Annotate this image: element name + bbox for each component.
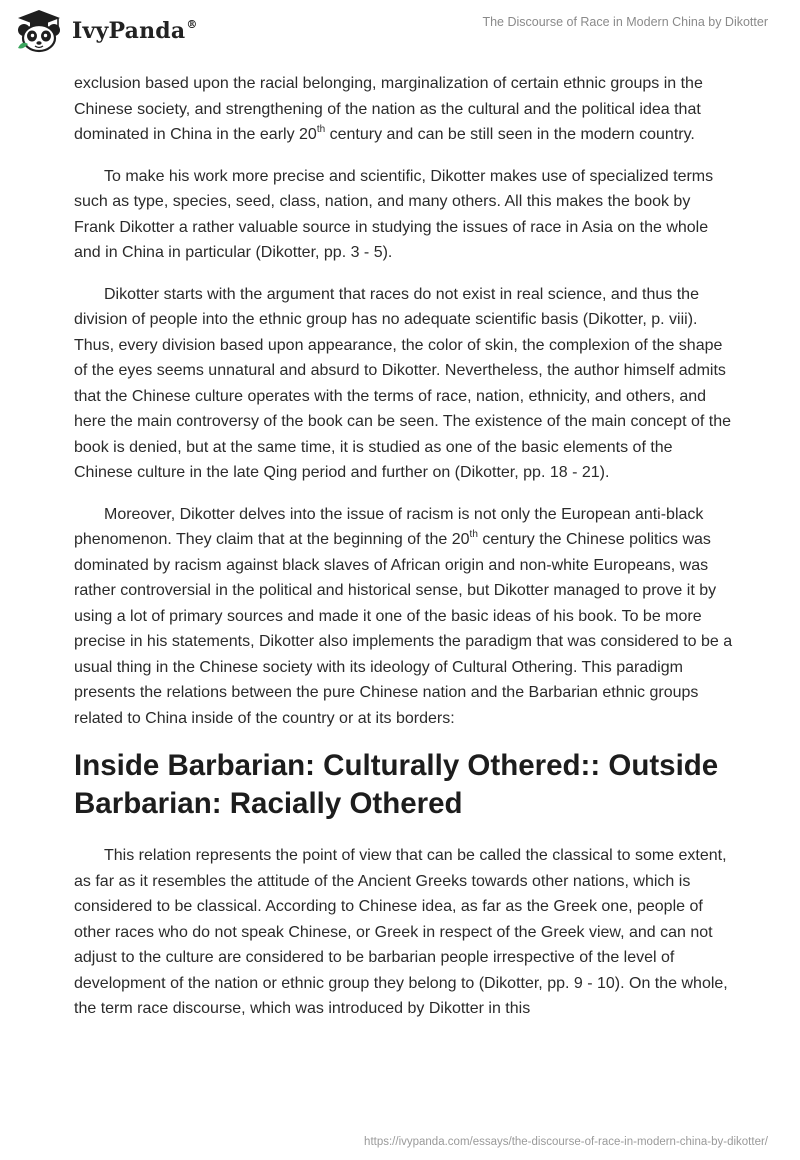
essay-body <box>74 71 734 1038</box>
paragraph-2: To make his work more precise and scientific, Dikotter makes use of specialized terms such as type, species, seed, class, nation, and many others. All this makes the book by Frank Dikotter a rather valuable source in studying the issues of race in Asia on the whole and in China in particular (Dikotter, pp. 3 - 5). <box>74 167 714 261</box>
section-heading: Inside Barbarian: Culturally Othered:: Outside Barbarian: Racially Othered <box>74 749 719 820</box>
paragraph-4: Moreover, Dikotter delves into the issue of racism is not only the European anti-black phenomenon. They claim that at the beginning of the 20th century the Chinese politics was dominated by racism against black slaves of African origin and non-white Europeans, was rather controversial in the political and historical sense, but Dikotter managed to prove it by using a lot of primary sources and made it one of the basic ideas of his book. To be more precise in his statements, Dikotter also implements the paradigm that was considered to be a usual thing in the Chinese society with its ideology of Cultural Othering. This paradigm presents the relations between the pure Chinese nation and the Barbarian ethnic groups related to China inside of the country or at its borders: <box>74 505 733 727</box>
paragraph-1: exclusion based upon the racial belonging, marginalization of certain ethnic groups in the Chinese society, and strengthening of the nation as the cultural and the political idea that dominated in China in the early 20th century and can be still seen in the modern country. <box>74 75 703 143</box>
panda-graduate-icon <box>14 8 64 54</box>
page-header <box>0 0 800 62</box>
registered-mark: ® <box>186 18 198 31</box>
source-url[interactable]: https://ivypanda.com/essays/the-discourse-of-race-in-modern-china-by-dikotter/ <box>364 1136 768 1148</box>
logo-text: IvyPanda® <box>72 18 198 44</box>
document-title: The Discourse of Race in Modern China by Dikotter <box>482 15 768 29</box>
paragraph-3: Dikotter starts with the argument that races do not exist in real science, and thus the division of people into the ethnic group has no adequate scientific basis (Dikotter, p. viii). Thus, every division based upon appearance, the color of skin, the complexion of the shape of the eyes seems unnatural and absurd to Dikotter. Nevertheless, the author himself admits that the Chinese culture operates with the terms of race, nation, ethnicity, and others, and here the main controversy of the book can be seen. The existence of the main concept of the book is denied, but at the same time, it is studied as one of the basic elements of the Chinese culture in the late Qing period and further on (Dikotter, pp. 18 - 21). <box>74 285 731 481</box>
ivypanda-logo[interactable] <box>14 8 198 54</box>
paragraph-5: This relation represents the point of view that can be called the classical to some extent, as far as it resembles the attitude of the Ancient Greeks towards other nations, which is considered to be classical. According to Chinese idea, as far as the Greek one, people of other races who do not speak Chinese, or Greek in respect of the Greek view, and can not adjust to the culture are considered to be barbarian people irrespective of the level of development of the nation or ethnic group they belong to (Dikotter, pp. 9 - 10). On the whole, the term race discourse, which was introduced by Dikotter in this <box>74 847 728 1017</box>
